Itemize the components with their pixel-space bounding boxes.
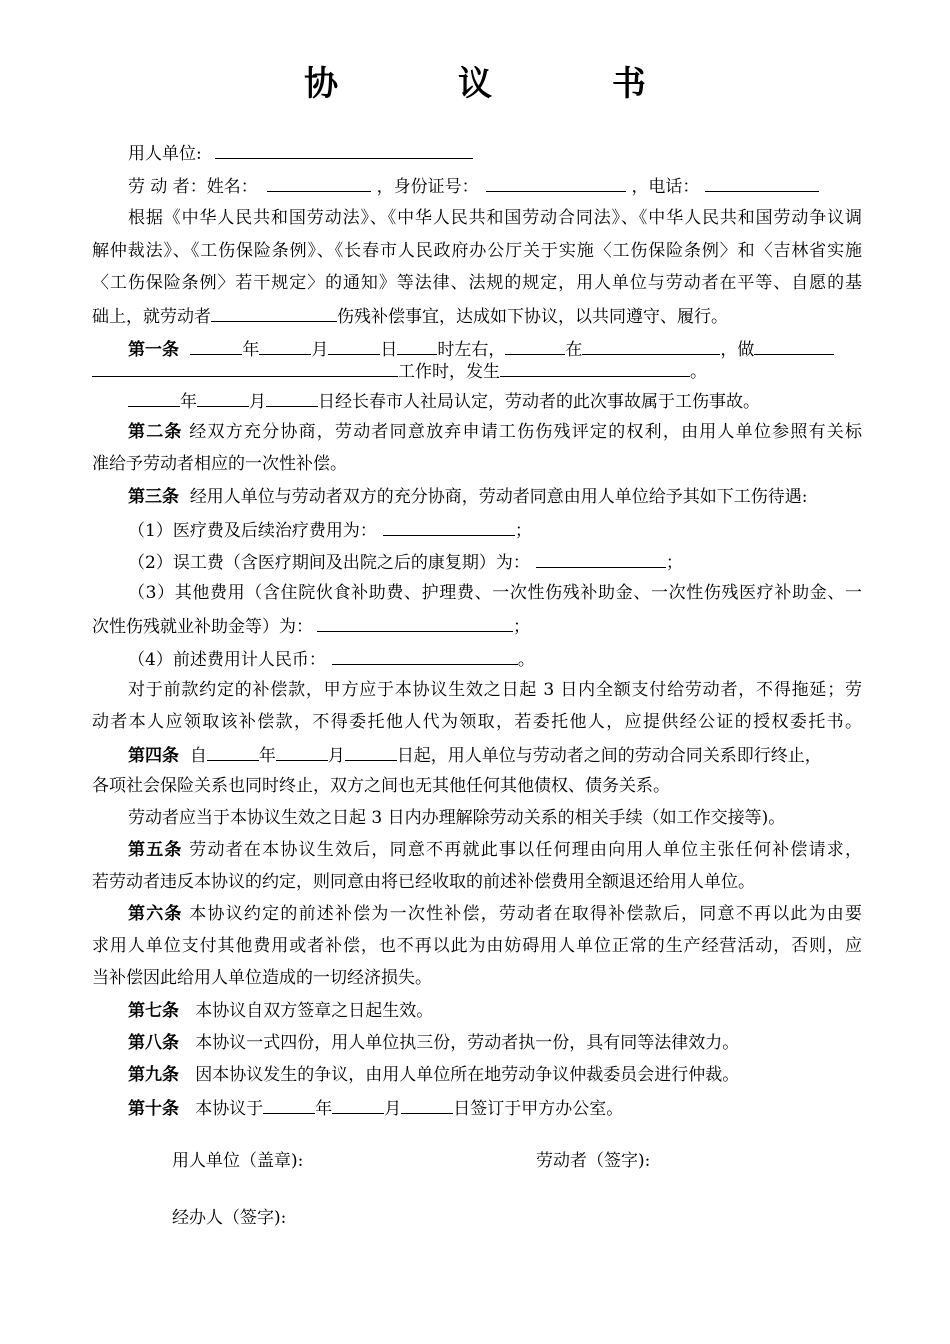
date-blank[interactable] (128, 390, 180, 407)
handler-signature-label: 经办人（签字): (172, 1208, 287, 1228)
total-fee-blank[interactable] (332, 648, 518, 665)
article-8 (128, 1033, 862, 1055)
injury-worker-blank[interactable] (211, 305, 337, 322)
unit-text: 在 (565, 340, 583, 360)
unit-text: 年 (258, 746, 276, 766)
article-text: 日起，用人单位与劳动者之间的劳动合同关系即行终止， (396, 746, 822, 766)
article-text: 本协议于 (195, 1099, 264, 1119)
article-6-line-2: 求用人单位支付其他费用或者补偿，也不再以此为由妨碍用人单位正常的生产经营活动，否则，应 (92, 936, 862, 956)
employer-label: 用人单位: (128, 144, 202, 164)
job-blank-a[interactable] (754, 338, 834, 355)
other-fee-blank[interactable] (317, 615, 513, 632)
worker-name-label: 劳 动 者：姓名： (128, 177, 258, 197)
item-3-line-2 (92, 615, 862, 637)
article-5-line-2: 若劳动者违反本协议的约定，则同意由将已经收取的前述补偿费用全额退还给用人单位。 (92, 872, 755, 892)
date-blank[interactable] (197, 390, 249, 407)
article-1-line-1 (128, 338, 862, 360)
article-2-line-1 (128, 422, 862, 444)
article-text: 劳动者在本协议生效后，同意不再就此事以任何理由向用人单位主张任何补偿请求， (189, 840, 863, 860)
employer-row (128, 142, 862, 164)
worker-signature-label: 劳动者（签字): (536, 1151, 651, 1171)
item-4 (128, 648, 862, 670)
worker-row (128, 175, 862, 197)
article-3-line-1 (128, 487, 862, 509)
article-10 (128, 1097, 862, 1119)
article-label: 第九条 (128, 1065, 179, 1085)
unit-text: ； (513, 617, 530, 637)
date-blank[interactable] (345, 744, 397, 761)
unit-text: 。 (517, 650, 535, 670)
unit-text: 年 (315, 1099, 333, 1119)
payment-line-1: 对于前款约定的补偿款，甲方应于本协议生效之日起 3 日内全额支付给劳动者，不得拖延；劳 (128, 680, 862, 700)
item-3-line-1: （3）其他费用（含住院伙食补助费、护理费、一次性伤残补助金、一次性伤残医疗补助金、一 (128, 583, 862, 603)
phone-label: ，电话： (631, 177, 700, 197)
item-1 (128, 519, 862, 541)
hour-blank[interactable] (397, 338, 437, 355)
employer-blank[interactable] (215, 142, 473, 159)
item-text: 次性伤残就业补助金等）为： (92, 617, 313, 637)
article-text: 因本协议发生的争议，由用人单位所在地劳动争议仲裁委员会进行仲裁。 (195, 1065, 740, 1085)
article-label: 第一条 (128, 340, 179, 360)
intro-line-3: 〈工伤保险条例〉若干规定〉的通知》等法律、法规的规定，用人单位与劳动者在平等、自愿的基 (92, 273, 862, 293)
date-blank[interactable] (328, 338, 380, 355)
place-blank-a[interactable] (505, 338, 565, 355)
date-blank[interactable] (263, 1097, 315, 1114)
unit-text: 月 (249, 392, 266, 412)
unit-text: ，做 (720, 340, 755, 360)
intro-line-2: 解仲裁法》、《工伤保险条例》、《长春市人民政府办公厅关于实施〈工伤保险条例〉和〈吉林省实施 (92, 241, 862, 261)
intro-line-1: 根据《中华人民共和国劳动法》、《中华人民共和国劳动合同法》、《中华人民共和国劳动争议调 (128, 208, 862, 228)
document-title: 协 议 书 (304, 64, 700, 104)
unit-text: 月 (384, 1099, 402, 1119)
job-blank-b[interactable] (92, 360, 398, 377)
date-blank[interactable] (190, 338, 242, 355)
article-text: 本协议自双方签章之日起生效。 (195, 1001, 434, 1021)
article-label: 第七条 (128, 1001, 179, 1021)
payment-line-2: 动者本人应领取该补偿款，不得委托他人代为领取，若委托他人，应提供经公证的授权委托书。 (92, 712, 862, 732)
article-label: 第六条 (128, 904, 183, 924)
accident-blank[interactable] (500, 360, 690, 377)
article-1-line-2 (92, 360, 862, 382)
date-blank[interactable] (401, 1097, 453, 1114)
article-text: 日经长春市人社局认定，劳动者的此次事故属于工伤事故。 (318, 392, 760, 412)
article-label: 第八条 (128, 1033, 179, 1053)
date-blank[interactable] (266, 390, 318, 407)
employer-seal-label: 用人单位（盖章): (172, 1151, 304, 1171)
article-7 (128, 1001, 862, 1023)
medical-fee-blank[interactable] (383, 519, 515, 536)
intro-text: 伤残补偿事宜，达成如下协议，以共同遵守、履行。 (337, 307, 728, 327)
place-blank-b[interactable] (582, 338, 720, 355)
item-2 (128, 551, 862, 573)
unit-text: 。 (690, 362, 707, 382)
unit-text: 工作时，发生 (398, 362, 500, 382)
unit-text: 日 (380, 340, 398, 360)
date-blank[interactable] (276, 744, 328, 761)
unit-text: 时左右， (437, 340, 506, 360)
id-number-blank[interactable] (486, 175, 626, 192)
article-6-line-1 (128, 904, 862, 926)
worker-name-blank[interactable] (267, 175, 371, 192)
article-label: 第三条 (128, 487, 179, 507)
unit-text: 年 (180, 392, 197, 412)
article-label: 第十条 (128, 1099, 179, 1119)
article-4-procedures: 劳动者应当于本协议生效之日起 3 日内办理解除劳动关系的相关手续（如工作交接等)。 (128, 808, 786, 828)
unit-text: 年 (242, 340, 260, 360)
article-text: 本协议约定的前述补偿为一次性补偿，劳动者在取得补偿款后，同意不再以此为由要 (189, 904, 863, 924)
article-9 (128, 1065, 862, 1087)
article-1-line-3 (128, 390, 862, 412)
date-blank[interactable] (259, 338, 311, 355)
date-blank[interactable] (332, 1097, 384, 1114)
article-label: 第二条 (128, 422, 183, 442)
unit-text: 月 (311, 340, 329, 360)
article-2-line-2: 准给予劳动者相应的一次性补偿。 (92, 454, 347, 474)
id-number-label: ，身份证号： (376, 177, 479, 197)
unit-text: 月 (327, 746, 345, 766)
article-text: 日签订于甲方办公室。 (453, 1099, 624, 1119)
date-blank[interactable] (207, 744, 259, 761)
intro-line-4 (92, 305, 862, 327)
article-6-line-3: 当补偿因此给用人单位造成的一切经济损失。 (92, 968, 432, 988)
article-label: 第四条 (128, 746, 179, 766)
item-text: （1）医疗费及后续治疗费用为： (128, 521, 377, 541)
intro-text: 础上，就劳动者 (92, 307, 211, 327)
article-text: 本协议一式四份，用人单位执三份，劳动者执一份，具有同等法律效力。 (195, 1033, 740, 1053)
article-4-line-2: 各项社会保险关系也同时终止，双方之间也无其他任何其他债权、债务关系。 (92, 776, 670, 796)
lost-wage-blank[interactable] (536, 551, 666, 568)
article-4-line-1 (128, 744, 862, 766)
article-text: 经双方充分协商，劳动者同意放弃申请工伤伤残评定的权利，由用人单位参照有关标 (189, 422, 863, 442)
item-text: （2）误工费（含医疗期间及出院之后的康复期）为： (128, 553, 530, 573)
article-label: 第五条 (128, 840, 183, 860)
item-text: （4）前述费用计人民币： (128, 650, 326, 670)
article-text: 经用人单位与劳动者双方的充分协商，劳动者同意由用人单位给予其如下工伤待遇: (189, 487, 808, 507)
unit-text: 自 (189, 746, 207, 766)
unit-text: ； (665, 553, 683, 573)
phone-blank[interactable] (705, 175, 819, 192)
unit-text: ； (514, 521, 532, 541)
article-5-line-1 (128, 840, 862, 862)
